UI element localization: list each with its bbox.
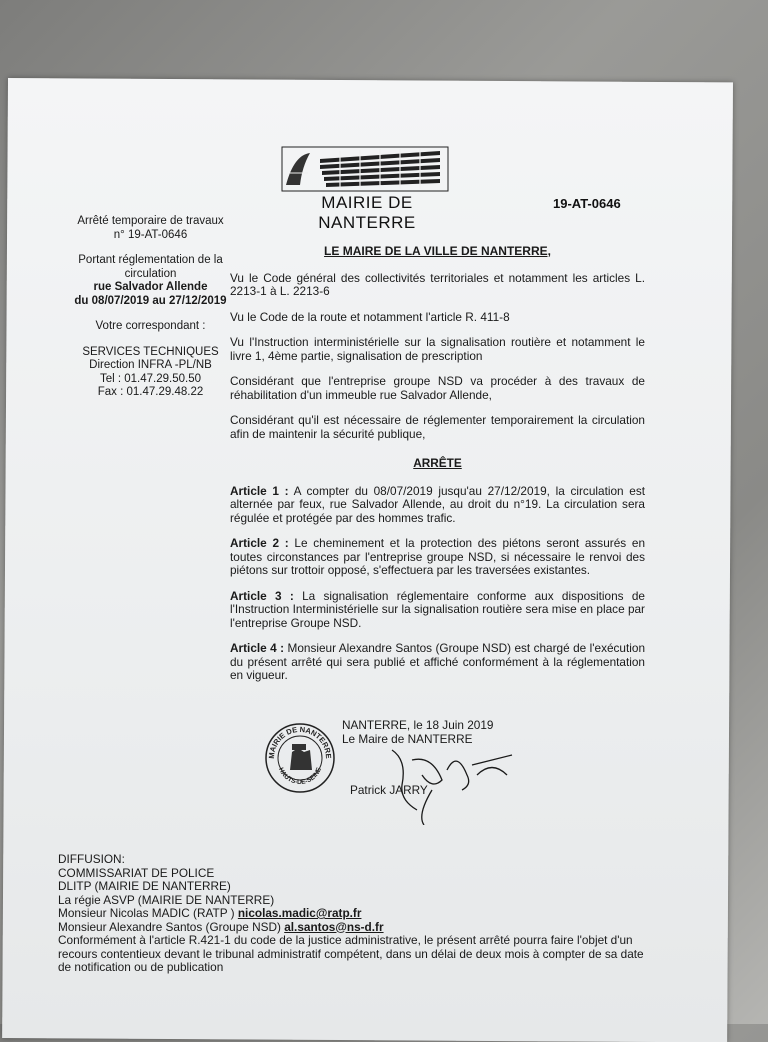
signatory-name: Patrick JARRY [350, 783, 428, 797]
official-stamp [264, 722, 336, 794]
article-3-label: Article 3 : [230, 588, 294, 603]
main-body [230, 245, 645, 695]
article-4-label: Article 4 : [230, 641, 285, 655]
reference-number: 19-AT-0646 [553, 196, 621, 211]
signature-block [262, 710, 662, 825]
article-2 [230, 537, 645, 578]
diffusion-line [58, 907, 658, 921]
article-1-text: A compter du 08/07/2019 jusqu'au 27/12/2019, la circulation est alternée par feux, rue Salvador Allende, au droit du n°19. La circulation sera régulée et protégée par des hommes trafic. [230, 483, 646, 525]
diffusion-line: COMMISSARIAT DE POLICE [58, 865, 215, 880]
vu-clause-3: Vu l'Instruction interministérielle sur la signalisation routière et notamment le livre 1, 4ème partie, signalisation de prescription [230, 335, 645, 363]
left-column [68, 215, 233, 412]
article-1 [230, 485, 645, 526]
phone-number: Tel : 01.47.29.50.50 [99, 372, 202, 385]
article-2-text: Le cheminement et la protection des piétons seront assurés en toutes circonstances par l'entreprise groupe NSD, si nécessaire le renvoi des piétons sur trottoir opposé, s'effectuera par les traversées existantes. [230, 536, 645, 577]
article-1-label: Article 1 : [230, 483, 289, 498]
email-link[interactable]: al.santos@ns-d.fr [284, 919, 384, 934]
article-3 [230, 590, 645, 631]
arrete-heading: ARRÊTE [413, 456, 462, 470]
signature-role: Le Maire de NANTERRE [342, 732, 473, 746]
article-2-label: Article 2 : [230, 536, 289, 550]
signature-place-date: NANTERRE, le 18 Juin 2019 [342, 718, 494, 732]
arrete-label: Arrêté temporaire de travaux [77, 215, 224, 227]
vu-clause-2: Vu le Code de la route et notamment l'article R. 411-8 [230, 309, 510, 324]
legal-notice: Conformément à l'article R.421-1 du code de la justice administrative, le présent arrêté pourra faire l'objet d'un recours contentieux devant le tribunal administratif compétent, dans un délai de deux mois à compter de sa date de notification ou de publication [58, 933, 644, 974]
arrete-number: n° 19-AT-0646 [113, 228, 188, 241]
service-name: SERVICES TECHNIQUES [82, 345, 219, 358]
recipient-name: Monsieur Alexandre Santos (Groupe NSD) [58, 919, 281, 934]
portant-line-2: circulation [124, 267, 177, 280]
diffusion-line: La régie ASVP (MAIRIE DE NANTERRE) [58, 892, 275, 907]
document-title: LE MAIRE DE LA VILLE DE NANTERRE, [324, 244, 551, 258]
email-link[interactable]: nicolas.madic@ratp.fr [237, 906, 362, 920]
stamp-top-text: MAIRIE DE NANTERRE [266, 724, 334, 760]
diffusion-line [58, 921, 658, 935]
article-4 [230, 642, 645, 683]
period: du 08/07/2019 au 27/12/2019 [74, 294, 227, 307]
fax-number: Fax : 01.47.29.48.22 [97, 386, 204, 398]
article-4-text: Monsieur Alexandre Santos (Groupe NSD) est chargé de l'exécution du présent arrêté qui sera publié et affiché conformément à la réglementation en vigueur. [230, 641, 646, 682]
article-3-text: La signalisation réglementaire conforme aux dispositions de l'Instruction Interministérielle sur la signalisation routière sera mise en place par l'entreprise Groupe NSD. [230, 588, 645, 630]
vu-clause-1: Vu le Code général des collectivités territoriales et notamment les articles L. 2213-1 à L. 2213-6 [230, 270, 645, 298]
logo-text: MAIRIE DE NANTERRE [318, 193, 416, 232]
direction: Direction INFRA -PL/NB [89, 359, 212, 371]
correspondent-label: Votre correspondant : [95, 320, 206, 332]
handwritten-signature [372, 730, 522, 825]
considerant-clause-2: Considérant qu'il est nécessaire de réglementer temporairement la circulation afin de maintenir la sécurité publique, [230, 413, 645, 441]
diffusion-label: DIFFUSION: [58, 852, 125, 866]
stamp-bottom-text: HAUTS-DE-SEINE [277, 766, 323, 787]
portant-line-1: Portant réglementation de la [78, 254, 223, 266]
recipient-name: Monsieur Nicolas MADIC (RATP ) [58, 906, 235, 920]
diffusion-line: DLITP (MAIRIE DE NANTERRE) [58, 879, 231, 893]
considerant-clause-1: Considérant que l'entreprise groupe NSD va procéder à des travaux de réhabilitation d'un immeuble rue Salvador Allende, [230, 374, 645, 402]
street-name: rue Salvador Allende [93, 281, 208, 293]
diffusion-section [58, 853, 658, 975]
